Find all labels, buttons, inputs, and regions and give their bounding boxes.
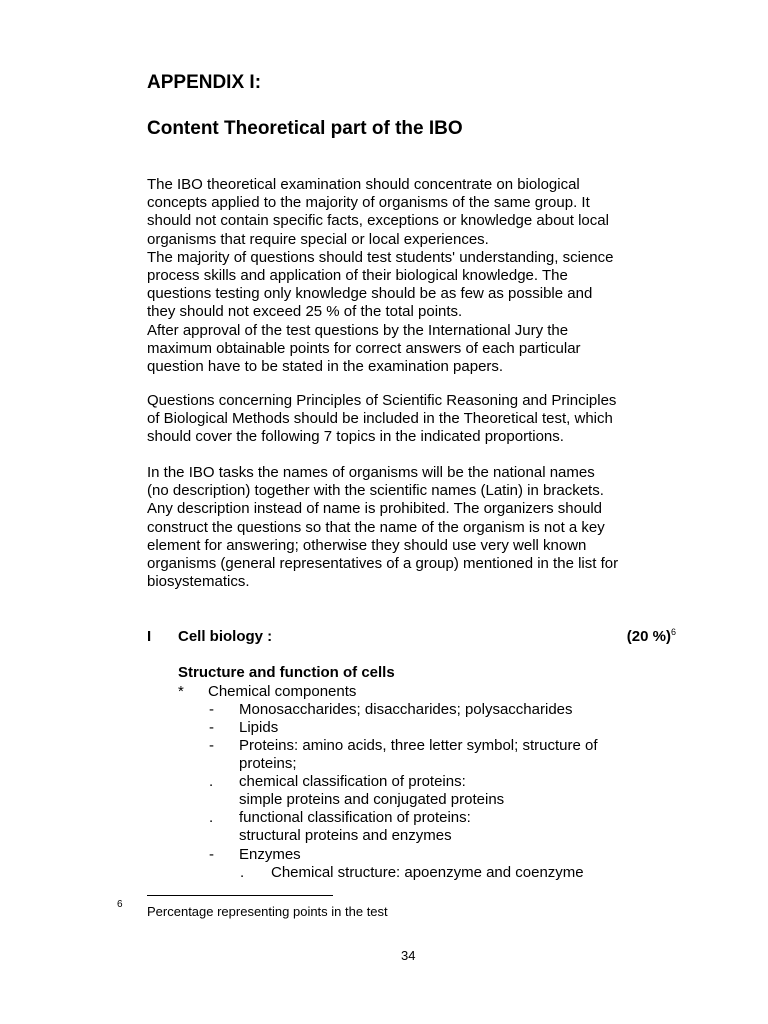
paragraph-line: In the IBO tasks the names of organisms will be the national names xyxy=(147,464,595,481)
paragraph-line: questions testing only knowledge should be as few as possible and xyxy=(147,285,593,303)
section-number: I xyxy=(147,628,152,645)
page-title: Content Theoretical part of the IBO xyxy=(147,118,463,139)
topics-paragraph xyxy=(147,392,687,447)
paragraph-line: biosystematics. xyxy=(147,573,250,591)
outline-item: Proteins: amino acids, three letter symbol; structure of xyxy=(239,737,598,754)
outline-item: proteins; xyxy=(239,755,297,772)
section-title: Cell biology : xyxy=(178,628,273,645)
outline-marker: * xyxy=(178,683,184,700)
outline-marker: - xyxy=(209,719,214,736)
paragraph-line: The IBO theoretical examination should concentrate on biological xyxy=(147,176,580,193)
section-percent-value: (20 %) xyxy=(626,628,671,645)
outline-item: structural proteins and enzymes xyxy=(239,827,452,844)
paragraph-line: After approval of the test questions by the International Jury the xyxy=(147,321,569,339)
paragraph-line: Questions concerning Principles of Scientific Reasoning and Principles xyxy=(147,392,617,409)
outline-marker: . xyxy=(209,773,214,790)
intro-paragraph xyxy=(147,176,687,376)
paragraph-line: maximum obtainable points for correct answers of each particular xyxy=(147,339,581,357)
paragraph-line: of Biological Methods should be included in the Theoretical test, which xyxy=(147,410,613,428)
organism-names-paragraph xyxy=(147,464,687,591)
outline-item: Monosaccharides; disaccharides; polysaccharides xyxy=(239,701,573,718)
footnote-divider xyxy=(147,895,333,896)
paragraph-line: organisms (general representatives of a group) mentioned in the list for xyxy=(147,555,619,573)
section-subheading: Structure and function of cells xyxy=(178,664,395,681)
section-percent xyxy=(627,628,676,647)
outline-item: chemical classification of proteins: xyxy=(239,773,466,790)
paragraph-line: should not contain specific facts, exceptions or knowledge about local xyxy=(147,212,609,230)
outline-item: Enzymes xyxy=(239,846,301,863)
footnote-text: Percentage representing points in the test xyxy=(147,904,388,919)
paragraph-line: element for answering; otherwise they should use very well known xyxy=(147,536,587,554)
outline-item: Lipids xyxy=(239,719,279,736)
footnote-number: 6 xyxy=(117,899,123,910)
outline-item: Chemical structure: apoenzyme and coenzyme xyxy=(271,864,584,881)
outline-marker: . xyxy=(240,864,245,881)
outline-marker: . xyxy=(209,809,214,826)
paragraph-line: construct the questions so that the name of the organism is not a key xyxy=(147,518,605,536)
outline-item: simple proteins and conjugated proteins xyxy=(239,791,505,808)
outline-marker: - xyxy=(209,846,214,863)
paragraph-line: (no description) together with the scientific names (Latin) in brackets. xyxy=(147,482,604,500)
paragraph-line: The majority of questions should test students' understanding, science xyxy=(147,248,614,266)
appendix-heading: APPENDIX I: xyxy=(147,72,262,93)
page-number: 34 xyxy=(401,948,416,963)
paragraph-line: concepts applied to the majority of organisms of the same group. It xyxy=(147,194,590,212)
paragraph-line: should cover the following 7 topics in the indicated proportions. xyxy=(147,428,564,446)
outline-item: Chemical components xyxy=(208,683,357,700)
paragraph-line: Any description instead of name is prohibited. The organizers should xyxy=(147,500,602,518)
paragraph-line: process skills and application of their biological knowledge. The xyxy=(147,267,568,285)
paragraph-line: they should not exceed 25 % of the total points. xyxy=(147,303,463,321)
outline-marker: - xyxy=(209,701,214,718)
footnote-reference[interactable]: 6 xyxy=(670,627,676,637)
outline-marker: - xyxy=(209,737,214,754)
outline-item: functional classification of proteins: xyxy=(239,809,471,826)
paragraph-line: question have to be stated in the examination papers. xyxy=(147,358,504,376)
paragraph-line: organisms that require special or local experiences. xyxy=(147,230,489,248)
